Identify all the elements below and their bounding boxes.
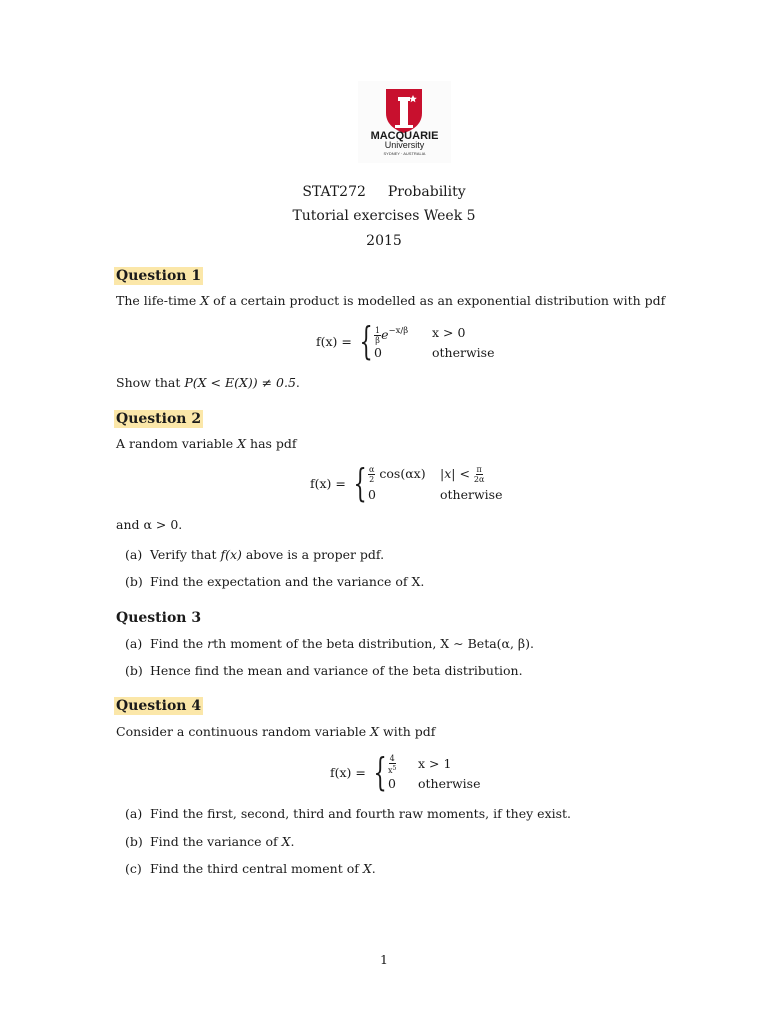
year-line: 2015 bbox=[366, 233, 402, 249]
q2-item-b-label: (b) bbox=[125, 574, 143, 589]
q2-brace: { bbox=[353, 461, 367, 505]
page-number: 1 bbox=[380, 952, 388, 967]
q3-item-b-label: (b) bbox=[125, 663, 143, 678]
q2-lhs: f(x) = bbox=[310, 476, 346, 491]
q2-intro bbox=[116, 436, 297, 452]
course-code: STAT272 bbox=[302, 184, 366, 200]
q3-item-a-post: th moment of the beta distribution, X ∼ Beta(α, β). bbox=[213, 636, 535, 651]
question-2-heading: Question 2 bbox=[116, 411, 202, 427]
q4-intro-pre: Consider a continuous random variable bbox=[116, 724, 371, 739]
q1-equation bbox=[316, 320, 516, 364]
q4-item-b-label: (b) bbox=[125, 834, 143, 849]
q4-case1-condition: x > 1 bbox=[418, 756, 452, 771]
question-1-heading: Question 1 bbox=[116, 268, 202, 284]
university-logo bbox=[358, 81, 451, 163]
q4-item-c-var: X bbox=[362, 861, 372, 876]
q3-item-b bbox=[125, 663, 523, 679]
q4-case2-condition: otherwise bbox=[418, 776, 481, 791]
q4-brace: { bbox=[373, 750, 387, 794]
q2-case2-value: 0 bbox=[368, 487, 376, 502]
q2-intro-pre: A random variable bbox=[116, 436, 238, 451]
q4-item-a-label: (a) bbox=[125, 806, 143, 821]
q3-item-b-text: Hence find the mean and variance of the beta distribution. bbox=[150, 663, 523, 678]
q2-case1-text: cos(αx) bbox=[379, 466, 426, 481]
course-subject: Probability bbox=[387, 184, 466, 200]
q4-item-c bbox=[125, 861, 376, 877]
q3-item-a-label: (a) bbox=[125, 636, 143, 651]
q4-equation bbox=[330, 751, 510, 795]
question-3-heading: Question 3 bbox=[116, 610, 202, 626]
q2-item-a bbox=[125, 547, 384, 563]
q1-case1-value: $\frac{1}{\beta}$ $e^{-x/\beta}$ bbox=[375, 326, 409, 345]
q1-case2-value: 0 bbox=[374, 345, 382, 360]
logo-tag: SYDNEY · AUSTRALIA bbox=[383, 151, 426, 156]
q2-intro-post: has pdf bbox=[246, 436, 297, 451]
q2-and: and α > 0. bbox=[116, 517, 183, 532]
q4-item-c-pre: Find the third central moment of bbox=[150, 861, 363, 876]
q2-item-a-post: above is a proper pdf. bbox=[241, 547, 385, 562]
q3-item-a bbox=[125, 636, 534, 652]
q2-intro-var: X bbox=[237, 436, 247, 451]
q1-show-expr: P(X < E(X)) ≠ 0.5 bbox=[184, 375, 296, 390]
logo-name: MACQUARIE bbox=[370, 130, 439, 142]
q1-intro-var: X bbox=[200, 293, 210, 308]
logo-sub: University bbox=[384, 140, 425, 150]
q1-case2-condition: otherwise bbox=[432, 345, 495, 360]
q1-show-pre: Show that bbox=[116, 375, 185, 390]
q4-item-b-post: . bbox=[290, 834, 295, 849]
q2-case1-value: $\frac{\alpha}{2}$ cos(αx) bbox=[369, 465, 426, 484]
q1-lhs: f(x) = bbox=[316, 334, 352, 349]
q2-item-b-text: Find the expectation and the variance of X. bbox=[150, 574, 425, 589]
q4-item-b-var: X bbox=[281, 834, 291, 849]
q1-intro-post: of a certain product is modelled as an exponential distribution with pdf bbox=[209, 293, 666, 308]
q2-item-a-pre: Verify that bbox=[150, 547, 221, 562]
q2-equation bbox=[310, 462, 520, 506]
q1-brace: { bbox=[359, 319, 373, 363]
title-line bbox=[0, 184, 768, 200]
q4-intro bbox=[116, 724, 435, 740]
q2-item-a-label: (a) bbox=[125, 547, 143, 562]
q1-case1-condition: x > 0 bbox=[432, 325, 466, 340]
q4-item-c-label: (c) bbox=[125, 861, 142, 876]
q4-case1-value: $\frac{4}{x^5}$ bbox=[388, 754, 397, 775]
q2-item-b bbox=[125, 574, 424, 590]
q4-item-b bbox=[125, 834, 295, 850]
q3-item-a-pre: Find the bbox=[150, 636, 208, 651]
q1-show bbox=[116, 375, 300, 391]
q3-item-a-var: r bbox=[207, 636, 214, 651]
q2-case1-cond-text: |x| < bbox=[440, 466, 470, 481]
q4-item-c-post: . bbox=[371, 861, 376, 876]
q2-item-a-var: f(x) bbox=[220, 547, 242, 562]
question-4-heading: Question 4 bbox=[116, 698, 202, 714]
subtitle-line: Tutorial exercises Week 5 bbox=[292, 208, 476, 224]
q1-intro bbox=[116, 293, 665, 309]
q4-item-a bbox=[125, 806, 571, 822]
q1-show-post: . bbox=[295, 375, 300, 390]
q4-item-a-text: Find the first, second, third and fourth raw moments, if they exist. bbox=[150, 806, 572, 821]
q4-case2-value: 0 bbox=[388, 776, 396, 791]
q2-case2-condition: otherwise bbox=[440, 487, 503, 502]
q4-lhs: f(x) = bbox=[330, 765, 366, 780]
q4-intro-post: with pdf bbox=[379, 724, 436, 739]
q4-item-b-pre: Find the variance of bbox=[150, 834, 282, 849]
q4-intro-var: X bbox=[370, 724, 380, 739]
q2-case1-condition: |x| < $\frac{\pi}{2\alpha}$ bbox=[440, 465, 485, 484]
q1-intro-pre: The life-time bbox=[116, 293, 201, 308]
